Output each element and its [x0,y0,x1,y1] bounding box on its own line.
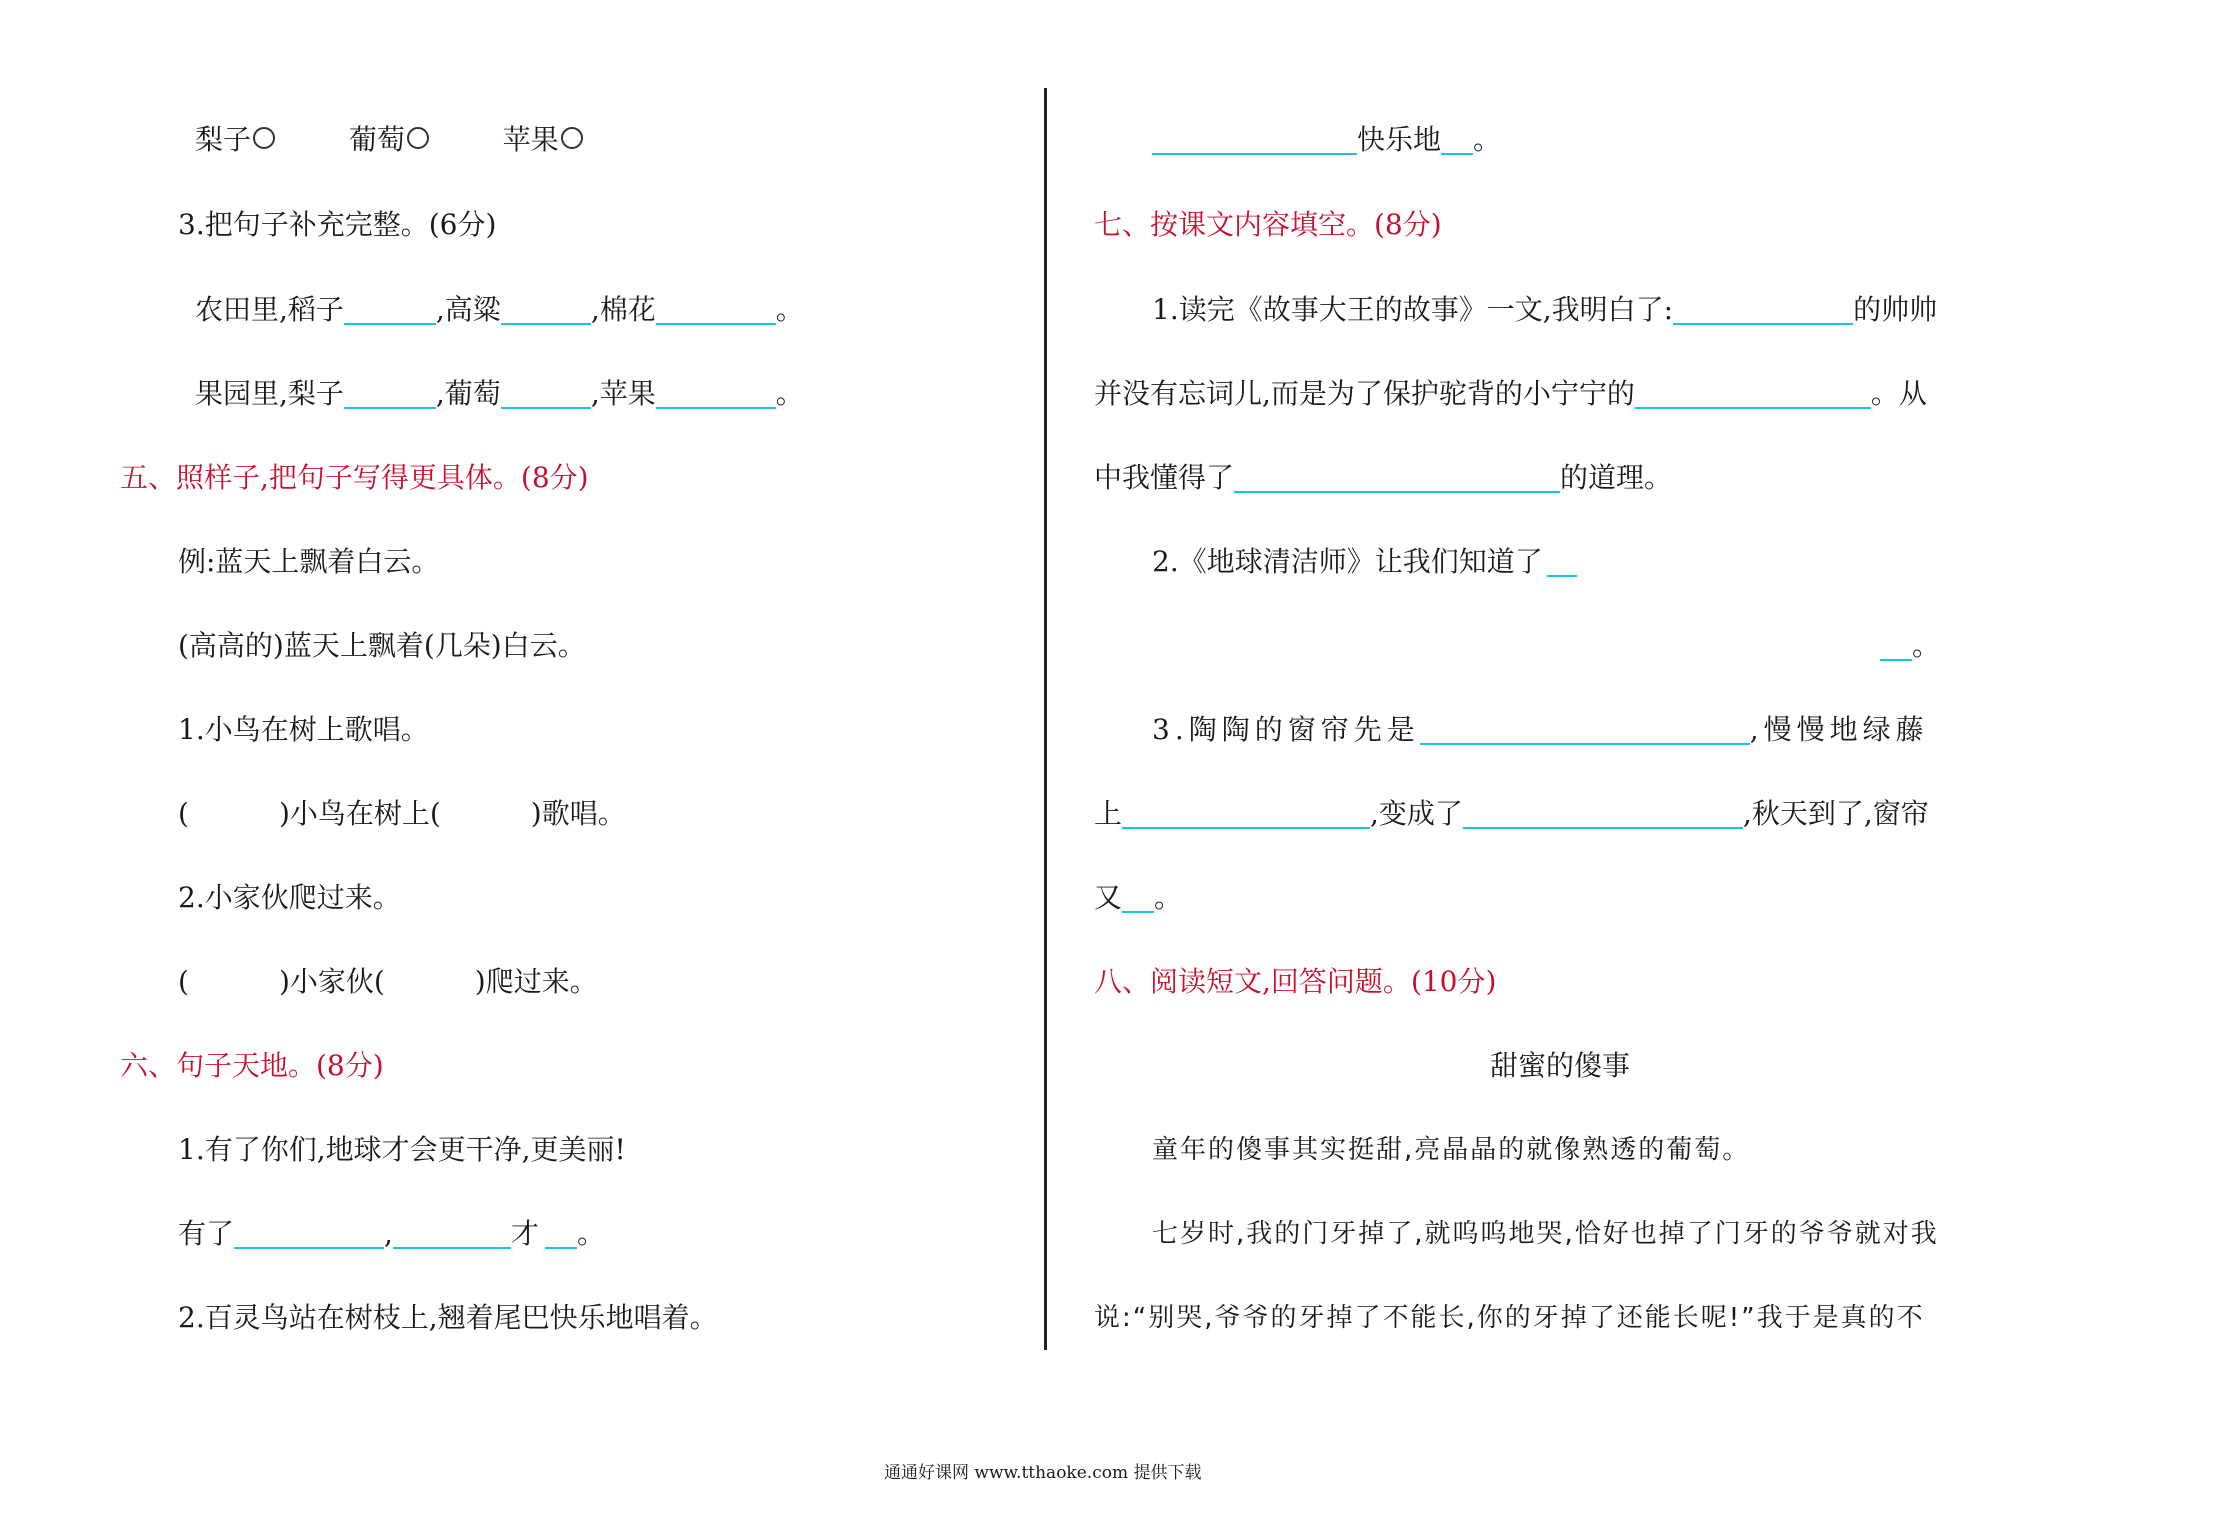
answer-blank[interactable] [1463,799,1743,829]
story-paragraph-1: 童年的傻事其实挺甜,亮晶晶的就像熟透的葡萄。 [1152,1135,1751,1165]
answer-blank[interactable] [1880,631,1912,661]
example-sentence: 例:蓝天上飘着白云。 [178,545,440,578]
fill-row-farm: 农田里,稻子 ,高粱 ,棉花 。 [195,293,804,326]
answer-blank[interactable] [1234,463,1560,493]
answer-blank[interactable] [1441,125,1473,155]
s7-item-2-line1: 2.《地球清洁师》让我们知道了 [1152,542,1577,582]
question-3-label: 3.把句子补充完整。(6分) [178,208,497,241]
answer-blank[interactable] [1152,125,1357,155]
answer-blank[interactable] [1635,379,1871,409]
answer-circle[interactable] [407,127,429,149]
s7-item-1-line1: 1.读完《故事大王的故事》一文,我明白了: 的帅帅 [1152,293,1938,326]
answer-blank[interactable] [656,379,776,409]
section-7-title: 七、按课文内容填空。(8分) [1094,208,1442,241]
fruit-apple: 苹果 [502,123,559,156]
section-6-title: 六、句子天地。(8分) [120,1049,384,1082]
story-paragraph-2: 七岁时,我的门牙掉了,就呜呜地哭,恰好也掉了门牙的爷爷就对我 [1152,1219,1939,1249]
answer-blank[interactable] [1420,715,1750,745]
s6-item-2-sentence: 2.百灵鸟站在树枝上,翘着尾巴快乐地唱着。 [178,1301,718,1334]
fill-row-orchard: 果园里,梨子 ,葡萄 ,苹果 。 [195,377,804,410]
s7-item-1-line3: 中我懂得了 的道理。 [1094,461,1673,494]
answer-blank[interactable] [545,1219,577,1249]
right-top-fill: 快乐地 。 [1152,120,1501,160]
answer-blank[interactable] [1122,883,1154,913]
s6-item-1-fill: 有了 , 才 。 [178,1217,605,1250]
answer-blank[interactable] [1122,799,1370,829]
item-2-sentence: 2.小家伙爬过来。 [178,881,401,914]
column-divider [1044,88,1047,1350]
section-5-title: 五、照样子,把句子写得更具体。(8分) [120,461,589,494]
item-1-fill: ( )小鸟在树上( )歌唱。 [178,797,626,830]
answer-blank[interactable] [344,295,436,325]
footer-source: 通通好课网 www.tthaoke.com 提供下载 [884,1463,1202,1483]
answer-blank[interactable] [501,379,591,409]
answer-circle[interactable] [253,127,275,149]
s6-item-1-sentence: 1.有了你们,地球才会更干净,更美丽! [178,1133,626,1166]
s7-item-3-line3: 又 。 [1094,881,1183,914]
answer-blank[interactable] [344,379,436,409]
answer-blank[interactable] [656,295,776,325]
answer-circle[interactable] [561,127,583,149]
fruit-grape: 葡萄 [348,123,405,156]
story-paragraph-3: 说:“别哭,爷爷的牙掉了不能长,你的牙掉了还能长呢!”我于是真的不 [1094,1303,1925,1333]
answer-blank[interactable] [1547,547,1577,577]
item-1-sentence: 1.小鸟在树上歌唱。 [178,713,429,746]
example-expanded: (高高的)蓝天上飘着(几朵)白云。 [178,629,586,662]
fruit-options [195,120,583,160]
section-8-title: 八、阅读短文,回答问题。(10分) [1094,965,1497,998]
story-title: 甜蜜的傻事 [1490,1049,1631,1082]
item-2-fill: ( )小家伙( )爬过来。 [178,965,598,998]
fruit-pear: 梨子 [195,123,252,156]
s7-item-1-line2: 并没有忘词儿,而是为了保护驼背的小宁宁的 。从 [1094,377,1927,410]
answer-blank[interactable] [393,1219,511,1249]
s7-item-3-line1: 3.陶陶的窗帘先是 ,慢慢地绿藤 [1152,713,1929,746]
s7-item-3-line2: 上 ,变成了 ,秋天到了,窗帘 [1094,797,1929,830]
answer-blank[interactable] [234,1219,384,1249]
answer-blank[interactable] [501,295,591,325]
s7-item-2-line2: 。 [1880,626,1940,666]
answer-blank[interactable] [1673,295,1853,325]
